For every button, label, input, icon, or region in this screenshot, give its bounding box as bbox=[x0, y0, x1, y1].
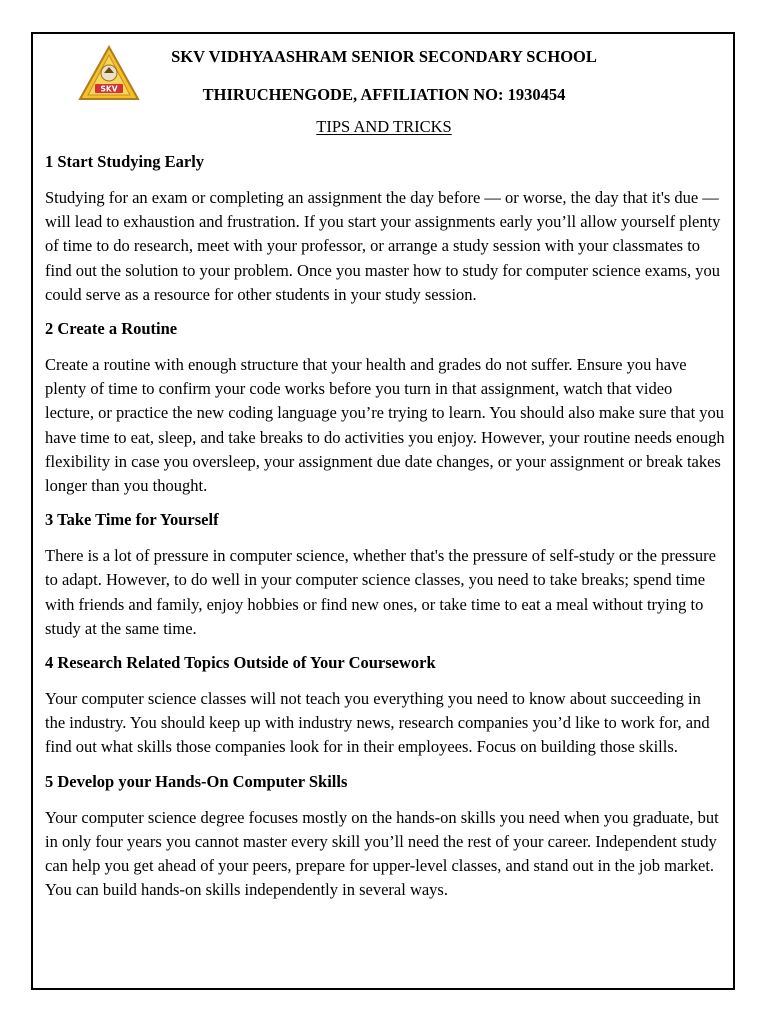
document-body bbox=[45, 150, 725, 912]
section-4 bbox=[45, 651, 725, 760]
section-2 bbox=[45, 317, 725, 498]
section-paragraph: Studying for an exam or completing an assignment the day before — or worse, the day that it's due — will lead to exhaustion and frustration. If you start your assignments early you’ll allow yourself plenty of time to do research, meet with your professor, or arrange a study session with your classmates to find out the solution to your problem. Once you master how to study for computer science exams, you could serve as a resource for other students in your study session. bbox=[45, 188, 721, 304]
section-heading: 5 Develop your Hands-On Computer Skills bbox=[45, 771, 348, 791]
section-5 bbox=[45, 770, 725, 903]
section-3 bbox=[45, 508, 725, 641]
section-paragraph: Your computer science classes will not teach you everything you need to know about succeeding in the industry. You should keep up with industry news, research companies you’d like to work for, and find out what skills those companies look for in their employees. Focus on building those skills. bbox=[45, 689, 710, 757]
section-1 bbox=[45, 150, 725, 307]
section-paragraph: There is a lot of pressure in computer science, whether that's the pressure of self-study or the pressure to adapt. However, to do well in your computer science classes, you need to take breaks; spend time with friends and family, enjoy hobbies or find new ones, or take time to eat a meal without trying to study at the same time. bbox=[45, 546, 716, 638]
section-heading: 2 Create a Routine bbox=[45, 319, 178, 339]
section-paragraph: Create a routine with enough structure that your health and grades do not suffer. Ensure you have plenty of time to confirm your code works before you turn in that assignment, watch that video lecture, or practice the new coding language you’re trying to learn. You should also make sure that you have time to eat, sleep, and take breaks to do activities you enjoy. However, your routine needs enough flexibility in case you oversleep, your assignment due date changes, or your assignment or break takes longer than you thought. bbox=[45, 355, 725, 496]
school-name: SKV VIDHYAASHRAM SENIOR SECONDARY SCHOOL bbox=[171, 47, 597, 66]
document-title: TIPS AND TRICKS bbox=[316, 117, 452, 136]
section-paragraph: Your computer science degree focuses mostly on the hands-on skills you need when you graduate, but in only four years you cannot master every skill you’ll need the rest of your career. Independent study can help you get ahead of your peers, prepare for upper-level classes, and stand out in the job market. You can build hands-on skills independently in several ways. bbox=[45, 807, 719, 900]
logo-text: SKV bbox=[100, 84, 118, 94]
section-heading: 4 Research Related Topics Outside of Your Coursework bbox=[45, 653, 436, 673]
affiliation-line: THIRUCHENGODE, AFFILIATION NO: 1930454 bbox=[202, 85, 566, 104]
section-heading: 3 Take Time for Yourself bbox=[45, 510, 219, 530]
section-heading: 1 Start Studying Early bbox=[45, 152, 205, 171]
